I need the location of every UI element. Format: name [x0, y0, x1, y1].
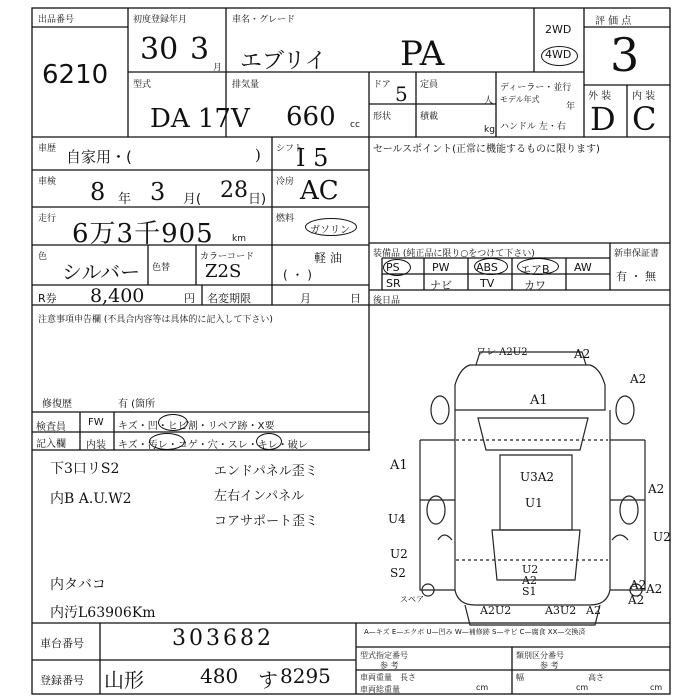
height-label: 高さ — [588, 673, 604, 682]
type-label: 型式 — [133, 80, 152, 90]
equip-leather: カワ — [524, 279, 546, 292]
equip-tv: TV — [480, 277, 495, 290]
name-change-day: 日 — [350, 292, 361, 305]
first-registration-label: 初度登録年月 — [133, 15, 188, 25]
ac-label: 冷房 — [276, 177, 295, 187]
dealer-label: ディーラー・並行 — [500, 83, 572, 93]
notes-label: 注意事項申告欄 (不具合内容等は具体的に記入して下さい) — [38, 315, 273, 325]
exterior-label: 外 装 — [588, 91, 612, 102]
width-cm: cm — [576, 683, 589, 692]
class-label: 類別区分番号 — [516, 651, 564, 660]
mark-hood: A1 — [530, 393, 548, 408]
fw-items: キズ・凹・ヒビ割・リペア跡・X要 — [118, 421, 275, 432]
right-note-2: 左右インパネル — [214, 489, 305, 504]
plate-number: 8295 — [280, 664, 331, 688]
mark-left-rear: U2 — [390, 547, 408, 561]
fuel-label: 燃料 — [276, 214, 295, 224]
grade: PA — [400, 34, 445, 74]
first-registration-year: 30 — [140, 32, 179, 67]
gvw-label: 車両総重量 — [360, 685, 400, 694]
right-note-3: コアサポート歪ミ — [214, 514, 319, 529]
door-label: ドア — [373, 80, 391, 90]
inspector-label: 検査員 — [36, 422, 66, 433]
equipment-label: 装備品 (純正品に限り○をつけて下さい) — [373, 249, 535, 259]
mark-front-right: A2 — [574, 347, 591, 361]
name-change-label: 名変期限 — [207, 292, 251, 305]
shift-label: シフト — [276, 144, 304, 154]
color-code-label: カラーコード — [200, 252, 255, 262]
kg-unit: kg — [484, 125, 495, 135]
type-approval-label: 型式指定番号 — [360, 651, 408, 660]
first-registration-month: 3 — [190, 32, 210, 67]
drive-2wd: 2WD — [545, 23, 572, 36]
displacement-value: 660 — [286, 102, 336, 132]
load-label: 積載 — [420, 112, 439, 122]
model-year-label: モデル年式 — [500, 95, 540, 104]
history-close: ) — [255, 146, 261, 164]
interior-items-label: 内装 — [86, 440, 106, 451]
warranty-value: 有 ・ 無 — [616, 270, 656, 283]
color-value: シルバー — [62, 260, 141, 284]
ref-label-2: 参 考 — [540, 661, 559, 670]
plate-kana: す — [258, 668, 278, 692]
mark-rear-center: U2 A2 S1 — [522, 563, 539, 598]
displacement-label: 排気量 — [232, 80, 260, 90]
mark-right-rear-door: U2 — [653, 530, 671, 544]
lot-number-label: 出品番号 — [38, 15, 75, 25]
recolor-label: 色替 — [152, 263, 171, 273]
score-label: 評 価 点 — [595, 16, 632, 27]
body-shape-label: 形状 — [373, 112, 392, 122]
equip-aw: AW — [574, 261, 592, 274]
lot-number: 6210 — [42, 60, 109, 90]
recycle-value: 8,400 — [90, 285, 145, 307]
damage-legend: A—キズ E—エクボ U—凹み W—補修跡 S—サビ C—腐食 XX—交換済 — [364, 628, 586, 636]
fw-label: FW — [88, 417, 104, 428]
repair-label: 修復歴 — [42, 399, 72, 410]
model-name: エブリイ — [240, 49, 327, 74]
km-unit: km — [232, 234, 246, 244]
exterior-grade: D — [590, 100, 616, 138]
interior-grade: C — [632, 100, 657, 138]
type-code: DA 17V — [150, 104, 250, 134]
right-note-1: エンドパネル歪ミ — [214, 464, 318, 479]
mark-roof-center: U1 — [525, 496, 543, 510]
mark-left-door: U4 — [388, 512, 406, 526]
equip-airbag: エアB — [520, 263, 550, 276]
repair-value: 有 (箇所 — [118, 399, 156, 410]
aftermarket-label: 後日品 — [373, 296, 401, 306]
height-cm: cm — [650, 683, 663, 692]
width-label: 幅 — [516, 673, 524, 682]
left-note-6: 内汚L63906Km — [50, 605, 156, 621]
person-unit: 人 — [484, 96, 494, 106]
mark-rear-bumper-end: A2 — [586, 604, 601, 617]
recycle-label: R券 — [38, 292, 57, 305]
cc-unit: cc — [350, 120, 360, 130]
shift-value: I 5 — [296, 144, 329, 172]
left-note-2: 内B A.U.W2 — [50, 491, 132, 507]
yen-unit: 円 — [184, 292, 195, 305]
mark-rear-bumper-left: A2U2 — [480, 604, 512, 617]
equip-pw: PW — [432, 261, 450, 274]
mark-rear-right: A2 — [646, 582, 663, 596]
vehicle-weight-label: 車両重量 — [360, 673, 392, 682]
mark-rear-bumper-right: A3U2 — [545, 604, 577, 617]
mark-left-rear-rust: S2 — [390, 566, 406, 580]
equip-ps: PS — [386, 261, 400, 274]
ref-label-1: 参 考 — [380, 661, 399, 670]
mark-right-fender: A2 — [630, 372, 647, 386]
fuel-diesel: 軽 油 — [314, 251, 342, 265]
mileage-value: 6万3千905 — [72, 219, 214, 249]
length-label: 長さ — [400, 673, 416, 682]
mark-right-door: A2 — [648, 482, 665, 496]
plate-label: 登録番号 — [40, 674, 84, 687]
handle-label: ハンドル 左・右 — [500, 122, 566, 132]
spare-label: スペア — [400, 595, 424, 604]
plate-region: 山形 — [104, 668, 144, 692]
ac-value: AC — [300, 176, 339, 206]
year-unit: 年 — [566, 102, 576, 112]
mark-rear-corner: A2 — [630, 578, 647, 592]
inspection-month: 3 — [150, 178, 166, 206]
overall-score: 3 — [610, 28, 640, 82]
fuel-paren: ( ・ ) — [283, 268, 312, 282]
plate-class: 480 — [200, 664, 239, 688]
left-note-1: 下3口リS2 — [50, 461, 120, 477]
name-change-month: 月 — [300, 292, 311, 305]
equip-abs: ABS — [476, 261, 498, 274]
history-value: 自家用・( — [66, 148, 132, 166]
equip-sr: SR — [386, 277, 401, 290]
capacity-label: 定員 — [420, 80, 439, 90]
interior-items: キズ・汚レ・コゲ・穴・スレ・キレ・破レ — [118, 440, 308, 451]
left-note-5: 内タバコ — [50, 577, 106, 593]
inspector-entry-label: 記入欄 — [36, 439, 66, 450]
mark-rear-corner-2: A2 — [628, 593, 645, 607]
inspection-year-unit: 年 — [118, 192, 132, 207]
mileage-label: 走行 — [38, 214, 57, 224]
model-grade-label: 車名・グレード — [232, 15, 296, 25]
color-label: 色 — [38, 252, 48, 262]
sales-point-label: セールスポイント(正常に機能するものに限ります) — [373, 144, 600, 155]
length-cm: cm — [476, 683, 489, 692]
inspection-label: 車検 — [38, 177, 57, 187]
color-code: Z2S — [205, 261, 242, 282]
month-unit: 月 — [213, 63, 223, 73]
inspection-month-unit: 月( — [183, 192, 202, 207]
mark-front-crack: ワレ A2U2 — [476, 347, 528, 358]
inspection-year: 8 — [90, 178, 106, 206]
equip-navi: ナビ — [430, 279, 452, 292]
mark-left-fender: A1 — [390, 458, 408, 473]
doors-value: 5 — [395, 82, 408, 106]
drive-4wd: 4WD — [545, 48, 572, 61]
interior-label: 内 装 — [632, 91, 656, 102]
fuel-petrol: ガソリン — [310, 225, 350, 236]
warranty-label: 新車保証書 — [614, 249, 660, 259]
chassis-number: 303682 — [172, 626, 274, 651]
mark-roof-front: U3A2 — [520, 470, 555, 484]
inspection-day: 28 — [220, 178, 248, 203]
history-label: 車歴 — [38, 144, 57, 154]
inspection-day-unit: 日) — [248, 192, 267, 207]
chassis-label: 車台番号 — [40, 637, 84, 650]
